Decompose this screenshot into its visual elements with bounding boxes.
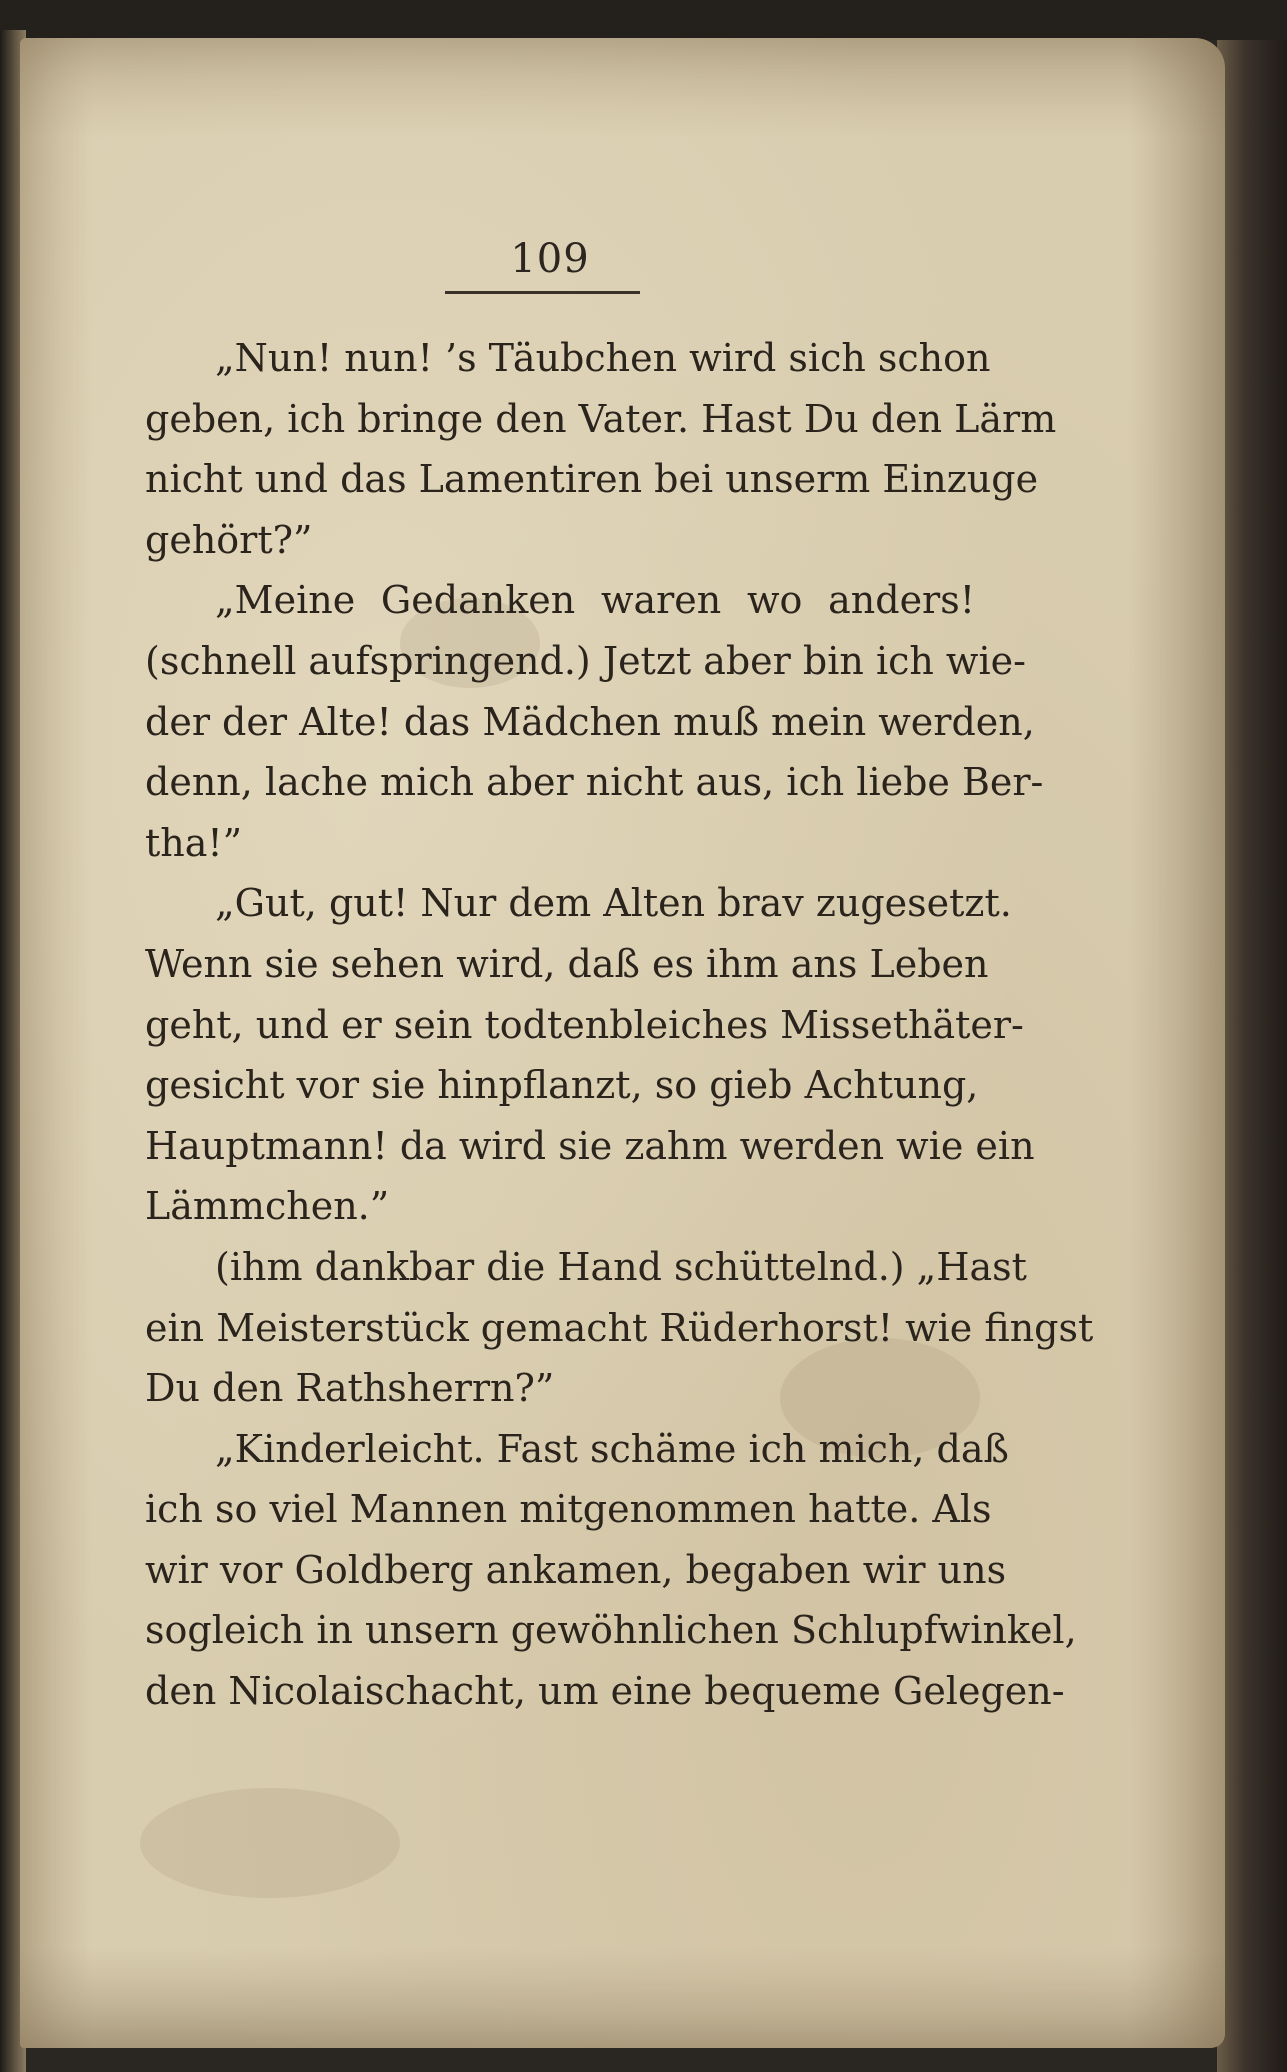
text-line: geben, ich bringe den Vater. Hast Du den Lärm [145,396,1057,441]
book-page [20,38,1225,2048]
text-line: gesicht vor sie hinpflanzt, so gieb Achtung, [145,1063,979,1108]
body-text [145,328,1094,1722]
text-line: gehört?” [145,517,313,562]
text-line: ich so viel Mannen mitgenommen hatte. Als [145,1487,992,1532]
book-top-edge [0,0,1287,40]
text-line: der der Alte! das Mädchen muß mein werden, [145,699,1035,744]
text-line: denn, lache mich aber nicht aus, ich liebe Ber- [145,760,1044,805]
text-line: wir vor Goldberg ankamen, begaben wir uns [145,1547,1007,1592]
header-rule [445,291,640,294]
text-line: Du den Rathsherrn?” [145,1366,555,1411]
text-line: „Nun! nun! ’s Täubchen wird sich schon [215,336,991,380]
text-line: „Meine Gedanken waren wo anders! [215,578,975,623]
text-line: nicht und das Lamentiren bei unserm Einzuge [145,457,1039,502]
text-line: (schnell aufspringend.) Jetzt aber bin ich wie- [145,638,1026,683]
text-line: (ihm dankbar die Hand schüttelnd.) „Hast [215,1244,1027,1289]
text-line: „Gut, gut! Nur dem Alten brav zugesetzt. [215,881,1012,926]
paper-stain [140,1788,400,1898]
text-line: „Kinderleicht. Fast schäme ich mich, daß [215,1426,1009,1471]
page-number: 109 [510,236,590,282]
text-line: tha!” [145,820,243,865]
text-line: den Nicolaischacht, um eine bequeme Gelegen- [145,1669,1065,1714]
text-line: Lämmchen.” [145,1184,390,1229]
text-line: Wenn sie sehen wird, daß es ihm ans Leben [145,941,989,986]
text-line: Hauptmann! da wird sie zahm werden wie ein [145,1123,1035,1168]
text-line: geht, und er sein todtenbleiches Missethäter- [145,1002,1024,1047]
book-cover-edge [1217,40,1287,2072]
text-line: sogleich in unsern gewöhnlichen Schlupfwinkel, [145,1608,1077,1653]
text-line: ein Meisterstück gemacht Rüderhorst! wie fingst [145,1305,1094,1350]
